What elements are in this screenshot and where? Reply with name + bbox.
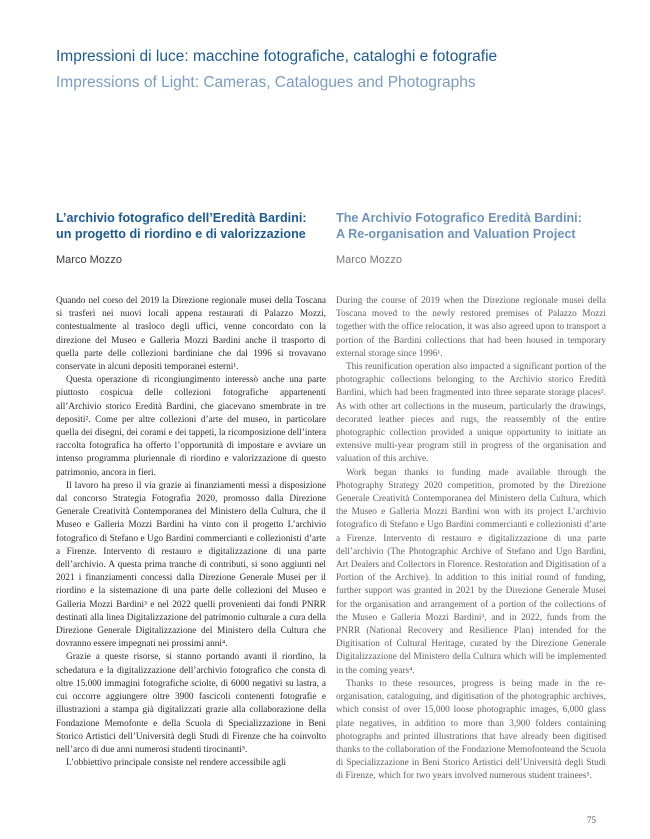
article-title-english xyxy=(336,210,606,244)
paragraph: During the course of 2019 when the Direzione regionale musei della Toscana moved to the newly restored premises of Palazzo Mozzi together with the office relocation, it was also agreed upon to transport a portion of the Bardini collections that had been housed in temporary external storage since 1996¹. xyxy=(336,296,606,359)
paragraph: Grazie a queste risorse, si stanno portando avanti il riordino, la schedatura e la digitalizzazione dell’archivio fotografico che consta di oltre 15.000 immagini fotografiche sciolte, di 6000 negativi su lastra, a cui occorre aggiungere oltre 3900 fascicoli contenenti fotografie e illustrazioni a stampa già digitalizzati grazie alla collaborazione della Fondazione Memofonte e della Scuola di Specializzazione in Beni Storico Artistici dell’Università degli Studi di Firenze che ha coinvolto nell’arco di due anni numerosi studenti tirocinanti⁵. xyxy=(56,652,326,755)
paragraph: Il lavoro ha preso il via grazie ai finanziamenti messi a disposizione dal concorso Strategia Fotografia 2020, promosso dalla Direzione Generale Creatività Contemporanea del Ministero della Cultura, che il Museo e Galleria Mozzi Bardini ha vinto con il progetto L’archivio fotografico di Stefano e Ugo Bardini commercianti e collezionisti d’arte a Firenze. Intervento di restauro e digitalizzazione di una parte dell’archivio. A questa prima tranche di contributi, si sono aggiunti nel 2021 i finanziamenti concessi dalla Direzione Generale Musei per il riordino e la sistemazione di una parte delle collezioni del Museo e Galleria Mozzi Bardini³ e nel 2022 quelli provenienti dai fondi PNRR destinati alla linea Digitalizzazione del patrimonio culturale a cura della Direzione Generale Digitalizzazione del Ministero della Cultura che dovranno essere impegnati nei prossimi anni⁴. xyxy=(56,480,326,650)
paragraph: Thanks to these resources, progress is being made in the re-organisation, cataloguing, and digitisation of the photographic archives, which consist of over 15,000 loose photographic images, 6,000 glass plate negatives, in addition to more than 3,900 folders containing photographs and printed illustrations that have already been digitised thanks to the collaboration of the Fondazione Memofonteand the Scuola di Specializzazione in Beni Storico Artistici dell’Università degli Studi di Firenze, which for two years involved numerous student trainees⁵. xyxy=(336,678,606,782)
article-title-line: A Re-organisation and Valuation Project xyxy=(336,227,576,241)
english-column xyxy=(336,210,606,784)
paragraph: This reunification operation also impacted a significant portion of the photographic collections belonging to the Archivio storico Eredità Bardini, which had been fragmented into three separate storage places². As with other art collections in the museum, particularly the drawings, decorated leather pieces and rugs, the reassembly of the entire photographic collection provided a unique opportunity to initiate an extensive multi-year program still in progress of the organisation and valuation of this archive. xyxy=(336,362,606,465)
section-title-italian: Impressioni di luce: macchine fotografiche, cataloghi e fotografie xyxy=(56,48,498,65)
italian-column xyxy=(56,210,326,770)
article-title-line: L’archivio fotografico dell’Eredità Bardini: xyxy=(56,211,307,225)
article-body-english xyxy=(336,295,606,784)
author-name: Marco Mozzo xyxy=(56,254,123,266)
paragraph: Quando nel corso del 2019 la Direzione regionale musei della Toscana si trasferì nei nuovi locali appena restaurati di Palazzo Mozzi, contestualmente al trasloco degli uffici, venne concordato con la direzione del Museo e Galleria Mozzi Bardini anche il trasporto di quella parte delle collezioni bardiniane che dal 1996 si trovavano conservate in alcuni depositi temporanei esterni¹. xyxy=(56,296,326,373)
paragraph: L’obbiettivo principale consiste nel rendere accessibile agli xyxy=(66,758,287,769)
article-title-line: un progetto di riordino e di valorizzazione xyxy=(56,227,306,241)
author-name: Marco Mozzo xyxy=(336,254,403,266)
section-title-english: Impressions of Light: Cameras, Catalogues and Photographs xyxy=(56,74,476,91)
paragraph: Work began thanks to funding made available through the Photography Strategy 2020 competition, promoted by the Direzione Generale Creatività Contemporanea del Ministero della Cultura, which the Museo e Galleria Mozzi Bardini won with its project L’archivio fotografico di Stefano e Ugo Bardini commercianti e collezionisti d’arte a Firenze. Intervento di restauro e digitalizzazione di una parte dell’archivio (The Photographic Archive of Stefano and Ugo Bardini, Art Dealers and Collectors in Florence. Restoration and Digitisation of a Portion of the Archive). In addition to this initial round of funding, further support was granted in 2021 by the Direzione Generale Musei for the organisation and arrangement of a portion of the collections of the Museo e Galleria Mozzi Bardini³, and in 2022, funds from the PNRR (National Recovery and Resilience Plan) intended for the Digitisation of Cultural Heritage, curated by the Direzione Generale Digitalizzazione del Ministero della Cultura which will be implemented in the coming years⁴. xyxy=(336,467,606,676)
paragraph: Questa operazione di ricongiungimento interessò anche una parte piuttosto cospicua delle collezioni fotografiche appartenenti all’Archivio storico Eredità Bardini, che giacevano smembrate in tre depositi². Come per altre collezioni d’arte del museo, in particolare quella dei disegni, dei corami e dei tappeti, la ricomposizione dell’intera raccolta fotografica ha offerto l’opportunità di impostare e avviare un intenso programma pluriennale di riordino e valorizzazione di questo patrimonio, ancora in fieri. xyxy=(56,375,326,478)
page-number: 75 xyxy=(587,815,596,825)
article-title-italian xyxy=(56,210,326,244)
article-title-line: The Archivio Fotografico Eredità Bardini: xyxy=(336,211,582,225)
article-body-italian xyxy=(56,295,326,770)
